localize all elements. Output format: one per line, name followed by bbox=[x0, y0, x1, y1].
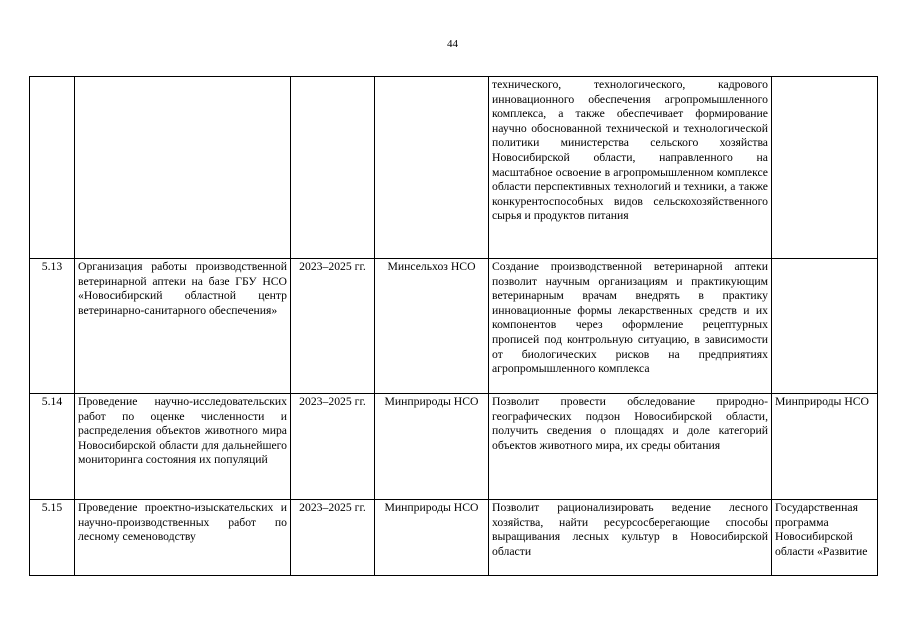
responsible-cell: Минприроды НСО bbox=[375, 500, 489, 576]
event-cell: Проведение научно-исследовательских работ по оценке численности и распределения объектов животного мира Новосибирской области для дальнейшего мониторинга состояния их популяций bbox=[75, 394, 291, 500]
table-row bbox=[30, 259, 878, 394]
result-cell: Позволит рационализировать ведение лесного хозяйства, найти ресурсосберегающие способы выращивания лесных культур в Новосибирской области bbox=[489, 500, 772, 576]
period-cell: 2023–2025 гг. bbox=[291, 394, 375, 500]
row-number: 5.14 bbox=[30, 394, 75, 500]
table-row bbox=[30, 77, 878, 259]
result-cell: технического, технологического, кадрового инновационного обеспечения агропромышленного комплекса, а также обеспечивает формирование научно обоснованной технической и технологической политики министерства сельского хозяйства Новосибирской области, направленного на масштабное освоение в агропромышленном комплексе области перспективных технологий и техники, а также конкурентоспособных видов сельскохозяйственного сырья и продуктов питания bbox=[489, 77, 772, 259]
period-cell: 2023–2025 гг. bbox=[291, 500, 375, 576]
note-cell bbox=[772, 259, 878, 394]
period-cell bbox=[291, 77, 375, 259]
result-cell: Позволит провести обследование природно-географических подзон Новосибирской области, получить сведения о площадях и доле категорий объектов животного мира, их среды обитания bbox=[489, 394, 772, 500]
row-number bbox=[30, 77, 75, 259]
event-cell: Проведение проектно-изыскательских и научно-производственных работ по лесному семеноводству bbox=[75, 500, 291, 576]
event-cell: Организация работы производственной ветеринарной аптеки на базе ГБУ НСО «Новосибирский областной центр ветеринарно-санитарного обеспечения» bbox=[75, 259, 291, 394]
page-number: 44 bbox=[447, 38, 458, 50]
measures-table bbox=[29, 76, 878, 576]
row-number: 5.15 bbox=[30, 500, 75, 576]
table-row bbox=[30, 394, 878, 500]
table-row bbox=[30, 500, 878, 576]
note-cell: Минприроды НСО bbox=[772, 394, 878, 500]
note-cell: Государственная программа Новосибирской области «Развитие bbox=[772, 500, 878, 576]
row-number: 5.13 bbox=[30, 259, 75, 394]
responsible-cell: Минприроды НСО bbox=[375, 394, 489, 500]
event-cell bbox=[75, 77, 291, 259]
result-cell: Создание производственной ветеринарной аптеки позволит научным организациям и практикующим ветеринарным врачам внедрять в практику инновационные формы лекарственных средств и их компонентов через оформление рецептурных прописей под контрольную ситуацию, в зависимости от биологических рисков на предприятиях агропромышленного комплекса bbox=[489, 259, 772, 394]
period-cell: 2023–2025 гг. bbox=[291, 259, 375, 394]
note-cell bbox=[772, 77, 878, 259]
responsible-cell bbox=[375, 77, 489, 259]
responsible-cell: Минсельхоз НСО bbox=[375, 259, 489, 394]
